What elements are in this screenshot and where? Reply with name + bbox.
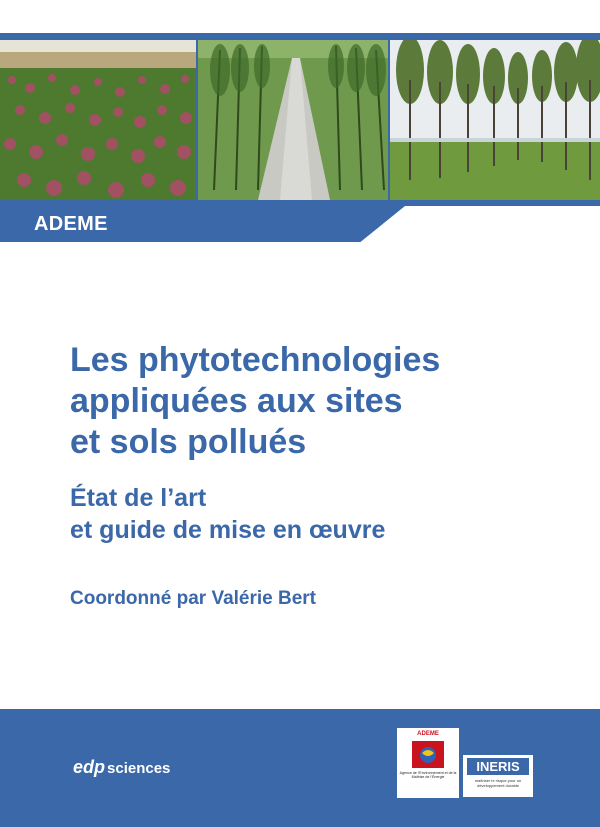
edp-mark: edp [73, 757, 106, 777]
book-title-line-3: et sols pollués [70, 423, 307, 461]
ademe-logo-name: ADEME [417, 731, 439, 737]
top-rule [0, 33, 600, 40]
ademe-logo-caption: Agence de l’Environnement et de la Maîtrise de l’Énergie [399, 771, 457, 780]
book-subtitle-line-2: et guide de mise en œuvre [70, 516, 386, 544]
book-subtitle [70, 482, 570, 546]
publisher-tab-label: ADEME [34, 213, 108, 235]
edp-word: sciences [107, 760, 171, 777]
ademe-emblem-icon [412, 741, 444, 768]
coordinator-credit: Coordonné par Valérie Bert [70, 588, 317, 609]
book-title-line-1: Les phytotechnologies [70, 341, 441, 379]
edp-sciences-logo [73, 757, 170, 778]
book-subtitle-line-1: État de l’art [70, 484, 207, 512]
book-title-line-2: appliquées aux sites [70, 382, 403, 420]
cover-photo-strip [0, 40, 600, 200]
ineris-logo [463, 755, 533, 797]
ademe-logo [397, 728, 459, 798]
cover-band [0, 200, 600, 206]
book-title [70, 340, 570, 463]
photo-flower-field [0, 40, 196, 200]
photo-tree-rows [198, 40, 388, 200]
ineris-logo-name: INERIS [467, 758, 529, 775]
ineris-logo-tagline: maîtriser le risque pour un développement durable [474, 778, 522, 788]
photo-poplar-plantation [390, 40, 600, 200]
